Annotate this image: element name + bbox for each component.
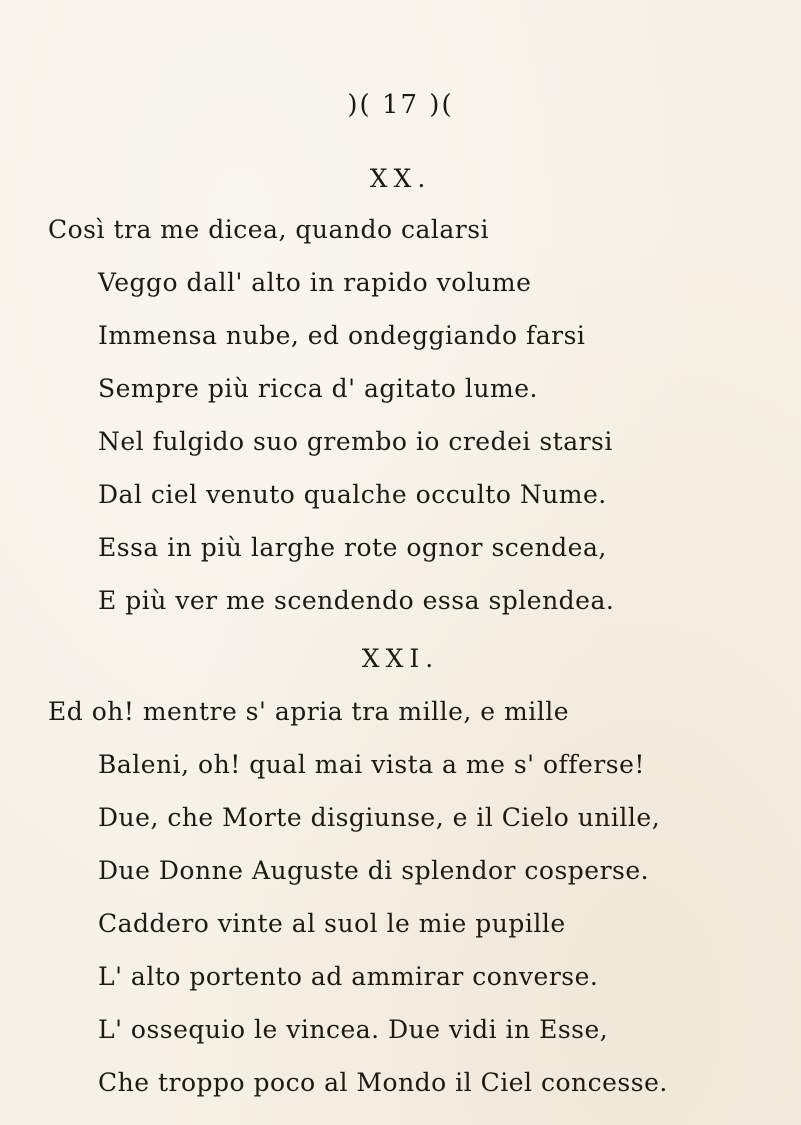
verse-line: Che troppo poco al Mondo il Ciel concesse. (98, 1068, 668, 1097)
verse-line: Baleni, oh! qual mai vista a me s' offerse! (98, 750, 645, 779)
verse-line: Essa in più larghe rote ognor scendea, (98, 533, 607, 562)
verse-line: Dal ciel venuto qualche occulto Nume. (98, 480, 607, 509)
stanza-heading-xxi: XXI. (361, 644, 440, 673)
page-number: )( 17 )( (347, 90, 454, 120)
verse-line: Due, che Morte disgiunse, e il Cielo unille, (98, 803, 661, 832)
verse-line: Ed oh! mentre s' apria tra mille, e mille (48, 697, 570, 726)
verse-line: Immensa nube, ed ondeggiando farsi (98, 321, 586, 350)
verse-line: L' ossequio le vincea. Due vidi in Esse, (98, 1015, 609, 1044)
verse-line: Sempre più ricca d' agitato lume. (98, 374, 538, 403)
verse-line: Così tra me dicea, quando calarsi (48, 215, 490, 244)
stanza-heading-xx: XX. (369, 164, 432, 193)
verse-line: Due Donne Auguste di splendor cosperse. (98, 856, 650, 885)
verse-line: Veggo dall' alto in rapido volume (98, 268, 532, 297)
verse-line: L' alto portento ad ammirar converse. (98, 962, 599, 991)
verse-line: E più ver me scendendo essa splendea. (98, 586, 615, 615)
verse-line: Nel fulgido suo grembo io credei starsi (98, 427, 613, 456)
verse-line: Caddero vinte al suol le mie pupille (98, 909, 566, 938)
